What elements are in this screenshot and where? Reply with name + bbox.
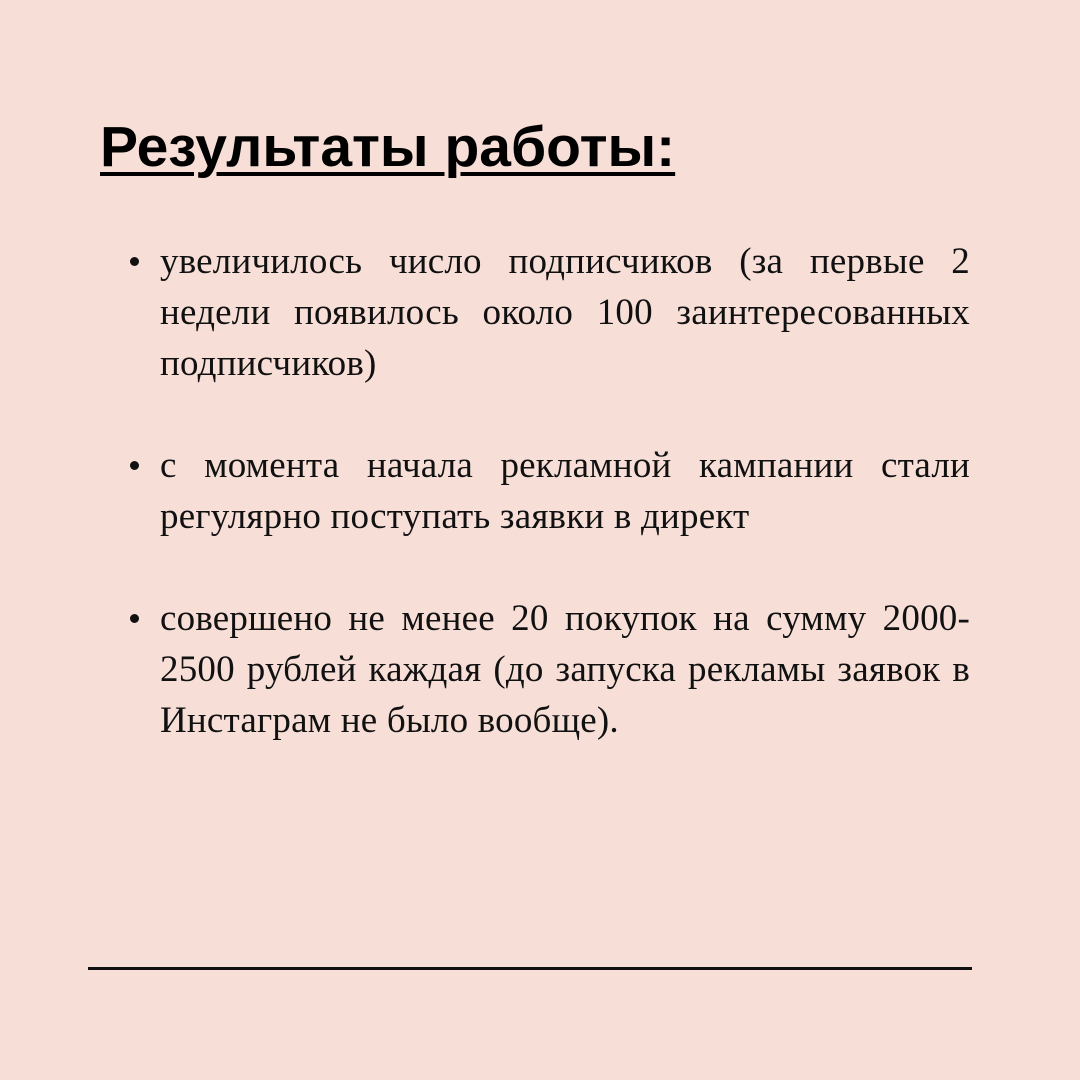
page-title: Результаты работы: [100,115,676,179]
bottom-divider [88,967,972,970]
list-item-text: совершено не менее 20 покупок на сумму 2000-2500 рублей каждая (до запуска рекламы заявок в Инстаграм не было вообще). [160,598,970,741]
list-item [160,440,970,542]
bullet-dot-icon [130,461,139,470]
list-item-text: с момента начала рекламной кампании стали регулярно поступать заявки в директ [160,445,970,537]
bullet-dot-icon [130,614,139,623]
list-item-text: увеличилось число подписчиков (за первые 2 недели появилось около 100 заинтересованных подписчиков) [160,241,970,384]
list-item [160,593,970,746]
bullet-dot-icon [130,257,139,266]
list-item [160,236,970,389]
results-list [160,236,970,746]
